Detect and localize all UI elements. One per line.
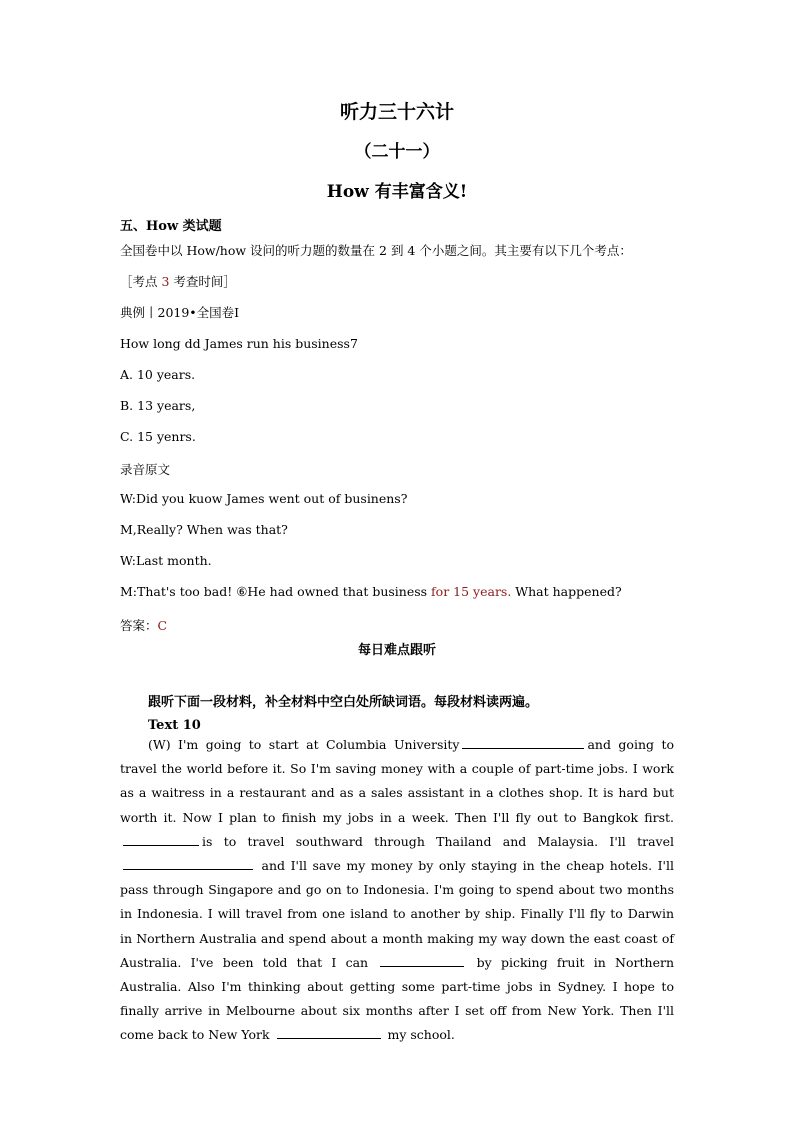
transcript-label: 录音原文: [120, 462, 171, 477]
exam-point-number: 3: [161, 274, 170, 289]
blank-1[interactable]: [462, 736, 584, 749]
option-a: A. 10 years.: [120, 367, 196, 382]
blank-4[interactable]: [380, 954, 464, 967]
dialog-line-4: [120, 584, 622, 599]
passage: [120, 733, 674, 1048]
question-text: How long dd James run his business7: [120, 336, 358, 351]
dialog-line-1: W:Did you kuow James went out of businens?: [120, 491, 408, 506]
daily-instruction: 跟听下面一段材料，补全材料中空白处所缺词语。每段材料读两遍。: [148, 695, 539, 710]
option-b: B. 13 years,: [120, 398, 196, 413]
dialog-line-2: M,Really? When was that?: [120, 522, 288, 537]
passage-part-1: (W) I'm going to start at Columbia University: [148, 737, 460, 752]
option-c: C. 15 yenrs.: [120, 429, 196, 444]
passage-part-4: and I'll save my money by only staying in the cheap hotels. I'll pass through Singapore and go on to Indonesia. I'm going to spend about two months in Indonesia. I will travel from one island to another by ship. Finally I'll fly to Darwin in Northern Australia and spend about a month making my way down the east coast of Australia. I've been told that I can: [120, 858, 674, 970]
exam-point-prefix: ［考点: [120, 274, 162, 289]
passage-part-6: my school.: [387, 1027, 455, 1043]
answer-line: [120, 616, 167, 634]
exam-point-label: 考查时间］: [169, 274, 236, 289]
page-title: 听力三十六计: [339, 101, 454, 123]
blank-5[interactable]: [277, 1026, 381, 1039]
page-subtitle: （二十一）: [354, 142, 440, 162]
topic-title: How 有丰富含义!: [326, 182, 468, 202]
blank-2[interactable]: [123, 833, 199, 846]
answer-value: C: [157, 618, 168, 633]
dialog-highlight: for 15 years.: [431, 584, 512, 599]
answer-label: 答案：: [120, 618, 158, 633]
dialog-line-3: W:Last month.: [120, 553, 212, 568]
example-label: 典例丨2019•全国卷Ⅰ: [120, 305, 240, 320]
section-heading: 五、How 类试题: [120, 219, 222, 234]
text-label: Text 10: [148, 718, 201, 733]
passage-part-3: is to travel southward through Thailand and Malaysia. I'll travel: [202, 833, 674, 849]
daily-title: 每日难点跟听: [357, 643, 436, 658]
passage-part-5: by picking fruit in Northern Australia. Also I'm thinking about getting some part-time jobs in Sydney. I hope to finally arrive in Melbourne about six months after I set off from New York. Then I'll come back to New York: [120, 954, 674, 1043]
dialog-line-4-tail: What happened?: [511, 584, 622, 599]
intro-text: 全国卷中以 How/how 设问的听力题的数量在 2 到 4 个小题之间。其主要有以下几个考点：: [120, 243, 632, 258]
passage-part-2: and going to travel the world before it. So I'm saving money with a couple of part-time jobs. I work as a waitress in a restaurant and as a sales assistant in a clothes shop. It is hard but worth it. Now I plan to finish my jobs in a week. Then I'll fly out to Bangkok first.: [120, 737, 675, 825]
exam-point: [120, 272, 236, 290]
dialog-line-4-start: M:That's too bad! ⑥He had owned that business: [120, 584, 432, 599]
blank-3[interactable]: [123, 857, 253, 870]
